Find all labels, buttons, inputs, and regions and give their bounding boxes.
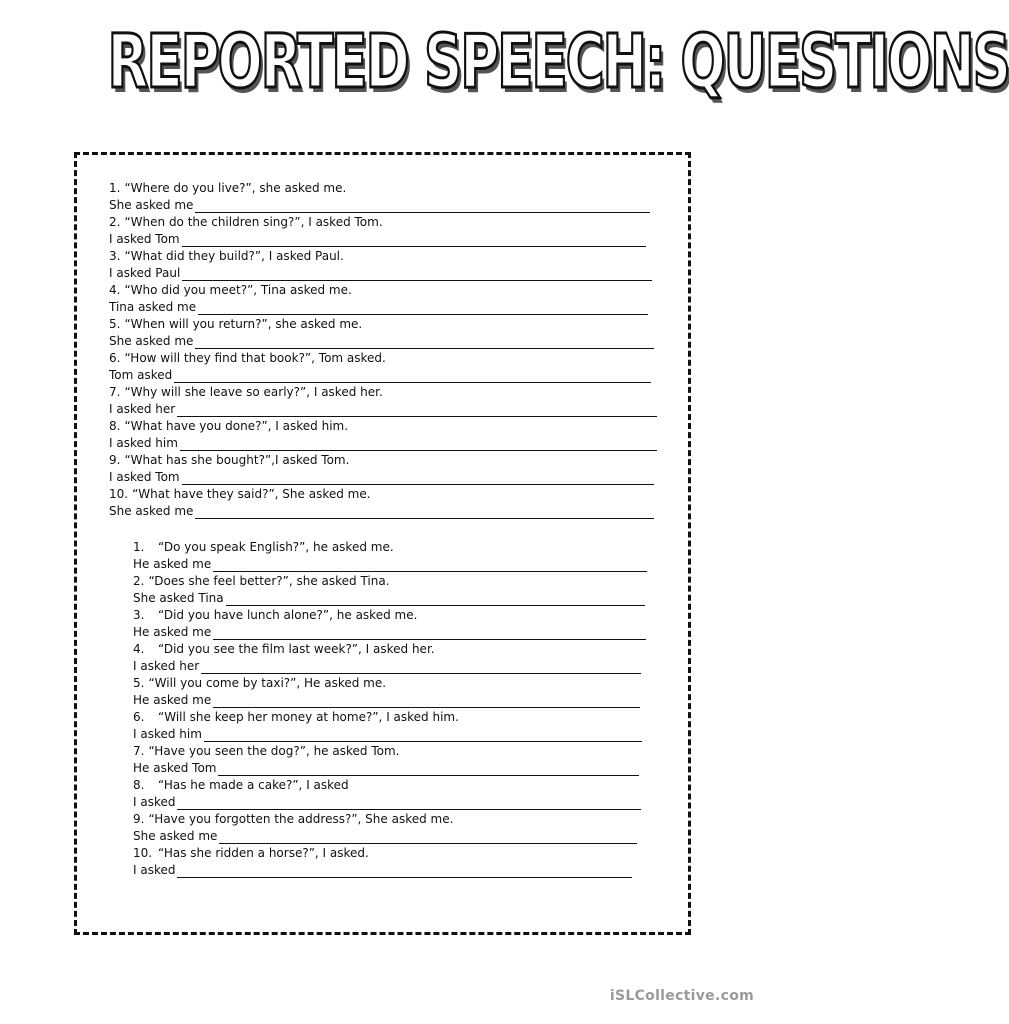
question-line: [109, 486, 654, 503]
answer-line: [133, 590, 645, 607]
exercise-item: [109, 282, 648, 316]
exercise-item: [109, 214, 646, 248]
question-text: “When do the children sing?”, I asked Tom.: [124, 215, 383, 229]
answer-blank[interactable]: [201, 670, 641, 674]
question-line: [133, 539, 647, 556]
question-text: “Does she feel better?”, she asked Tina.: [148, 574, 390, 588]
site-watermark: iSLCollective.com: [609, 988, 754, 1004]
item-number: 4.: [109, 283, 121, 297]
item-number: 5.: [133, 676, 145, 690]
item-number: 9.: [133, 812, 145, 826]
answer-line: [133, 794, 641, 811]
answer-line: [133, 828, 637, 845]
answer-line: [133, 624, 646, 641]
question-line: [109, 248, 652, 265]
item-number: 7.: [109, 385, 121, 399]
item-number: 8.: [133, 778, 145, 792]
answer-blank[interactable]: [177, 874, 632, 878]
answer-prompt: She asked me: [133, 829, 218, 843]
item-number: 5.: [109, 317, 121, 331]
answer-prompt: I asked Tom: [109, 232, 180, 246]
question-line: [109, 384, 657, 401]
answer-line: [109, 231, 646, 248]
question-text: “What have you done?”, I asked him.: [124, 419, 349, 433]
answer-blank[interactable]: [219, 840, 637, 844]
exercise-item: [109, 316, 654, 350]
exercise-item: [133, 777, 641, 811]
answer-line: [133, 658, 641, 675]
question-text: “Has she ridden a horse?”, I asked.: [158, 846, 369, 860]
answer-prompt: Tom asked: [109, 368, 173, 382]
answer-blank[interactable]: [195, 345, 654, 349]
question-text: “Who did you meet?”, Tina asked me.: [124, 283, 352, 297]
question-text: “Do you speak English?”, he asked me.: [158, 540, 394, 554]
answer-blank[interactable]: [195, 209, 650, 213]
answer-prompt: He asked me: [133, 693, 212, 707]
answer-line: [109, 197, 650, 214]
item-number: 10.: [109, 487, 129, 501]
answer-blank[interactable]: [213, 636, 646, 640]
question-line: [109, 282, 648, 299]
answer-prompt: I asked him: [133, 727, 202, 741]
question-line: [133, 675, 640, 692]
answer-line: [133, 726, 642, 743]
item-number: 2.: [133, 574, 145, 588]
exercise-item: [109, 418, 657, 452]
question-line: [109, 316, 654, 333]
question-line: [133, 811, 637, 828]
item-number: 7.: [133, 744, 145, 758]
exercise-item: [109, 180, 650, 214]
exercise-item: [133, 607, 646, 641]
answer-line: [109, 469, 654, 486]
answer-blank[interactable]: [213, 568, 647, 572]
answer-line: [109, 503, 654, 520]
item-number: 6.: [133, 710, 145, 724]
answer-blank[interactable]: [218, 772, 639, 776]
page-title: REPORTED SPEECH: QUESTIONS: [107, 19, 1009, 105]
answer-blank[interactable]: [182, 277, 652, 281]
question-text: “Will you come by taxi?”, He asked me.: [148, 676, 387, 690]
answer-line: [133, 760, 639, 777]
question-text: “Did you see the film last week?”, I asked her.: [158, 642, 435, 656]
answer-prompt: She asked me: [109, 198, 194, 212]
question-line: [133, 573, 645, 590]
exercise-item: [133, 845, 632, 879]
question-text: “How will they find that book?”, Tom asked.: [124, 351, 386, 365]
answer-blank[interactable]: [177, 806, 641, 810]
question-text: “What has she bought?”,I asked Tom.: [124, 453, 350, 467]
exercise-item: [133, 811, 637, 845]
answer-line: [109, 333, 654, 350]
question-text: “Did you have lunch alone?”, he asked me.: [158, 608, 418, 622]
question-text: “Will she keep her money at home?”, I asked him.: [158, 710, 459, 724]
answer-line: [109, 401, 657, 418]
item-number: 3.: [133, 608, 145, 622]
exercise-item: [109, 350, 651, 384]
answer-prompt: I asked: [133, 795, 176, 809]
answer-blank[interactable]: [182, 481, 654, 485]
item-number: 1.: [133, 540, 145, 554]
exercise-item: [133, 675, 640, 709]
question-text: “Have you seen the dog?”, he asked Tom.: [148, 744, 400, 758]
question-line: [133, 743, 639, 760]
item-number: 10.: [133, 846, 153, 860]
answer-line: [133, 862, 632, 879]
answer-blank[interactable]: [204, 738, 642, 742]
question-line: [109, 452, 654, 469]
answer-prompt: I asked her: [109, 402, 176, 416]
question-line: [109, 180, 650, 197]
exercise-item: [109, 486, 654, 520]
exercise-item: [109, 452, 654, 486]
answer-blank[interactable]: [213, 704, 640, 708]
answer-prompt: I asked: [133, 863, 176, 877]
answer-prompt: She asked Tina: [133, 591, 224, 605]
question-text: “What did they build?”, I asked Paul.: [124, 249, 344, 263]
item-number: 3.: [109, 249, 121, 263]
answer-prompt: I asked Tom: [109, 470, 180, 484]
question-text: “Has he made a cake?”, I asked: [158, 778, 349, 792]
item-number: 9.: [109, 453, 121, 467]
answer-blank[interactable]: [195, 515, 654, 519]
answer-prompt: He asked Tom: [133, 761, 217, 775]
item-number: 2.: [109, 215, 121, 229]
exercise-item: [133, 743, 639, 777]
item-number: 8.: [109, 419, 121, 433]
item-number: 6.: [109, 351, 121, 365]
answer-blank[interactable]: [226, 602, 645, 606]
answer-line: [109, 435, 657, 452]
answer-line: [133, 556, 647, 573]
exercise-item: [133, 573, 645, 607]
question-line: [109, 214, 646, 231]
answer-prompt: She asked me: [109, 504, 194, 518]
exercise-item: [109, 248, 652, 282]
question-text: “Have you forgotten the address?”, She asked me.: [148, 812, 454, 826]
question-line: [133, 845, 632, 862]
answer-prompt: Tina asked me: [109, 300, 197, 314]
answer-prompt: He asked me: [133, 557, 212, 571]
question-line: [109, 418, 657, 435]
answer-blank[interactable]: [180, 447, 657, 451]
question-line: [133, 777, 641, 794]
answer-line: [109, 299, 648, 316]
answer-prompt: I asked her: [133, 659, 200, 673]
exercise-item: [133, 709, 642, 743]
item-number: 1.: [109, 181, 121, 195]
answer-blank[interactable]: [174, 379, 651, 383]
answer-prompt: I asked Paul: [109, 266, 181, 280]
question-text: “What have they said?”, She asked me.: [132, 487, 371, 501]
question-line: [133, 641, 641, 658]
answer-line: [109, 367, 651, 384]
exercise-item: [133, 539, 647, 573]
question-text: “Where do you live?”, she asked me.: [124, 181, 347, 195]
answer-blank[interactable]: [177, 413, 657, 417]
question-line: [133, 607, 646, 624]
answer-prompt: I asked him: [109, 436, 178, 450]
question-line: [133, 709, 642, 726]
item-number: 4.: [133, 642, 145, 656]
answer-blank[interactable]: [198, 311, 648, 315]
question-line: [109, 350, 651, 367]
answer-line: [109, 265, 652, 282]
answer-prompt: He asked me: [133, 625, 212, 639]
answer-line: [133, 692, 640, 709]
question-text: “Why will she leave so early?”, I asked her.: [124, 385, 383, 399]
exercise-item: [109, 384, 657, 418]
question-text: “When will you return?”, she asked me.: [124, 317, 363, 331]
exercise-item: [133, 641, 641, 675]
answer-prompt: She asked me: [109, 334, 194, 348]
answer-blank[interactable]: [182, 243, 646, 247]
